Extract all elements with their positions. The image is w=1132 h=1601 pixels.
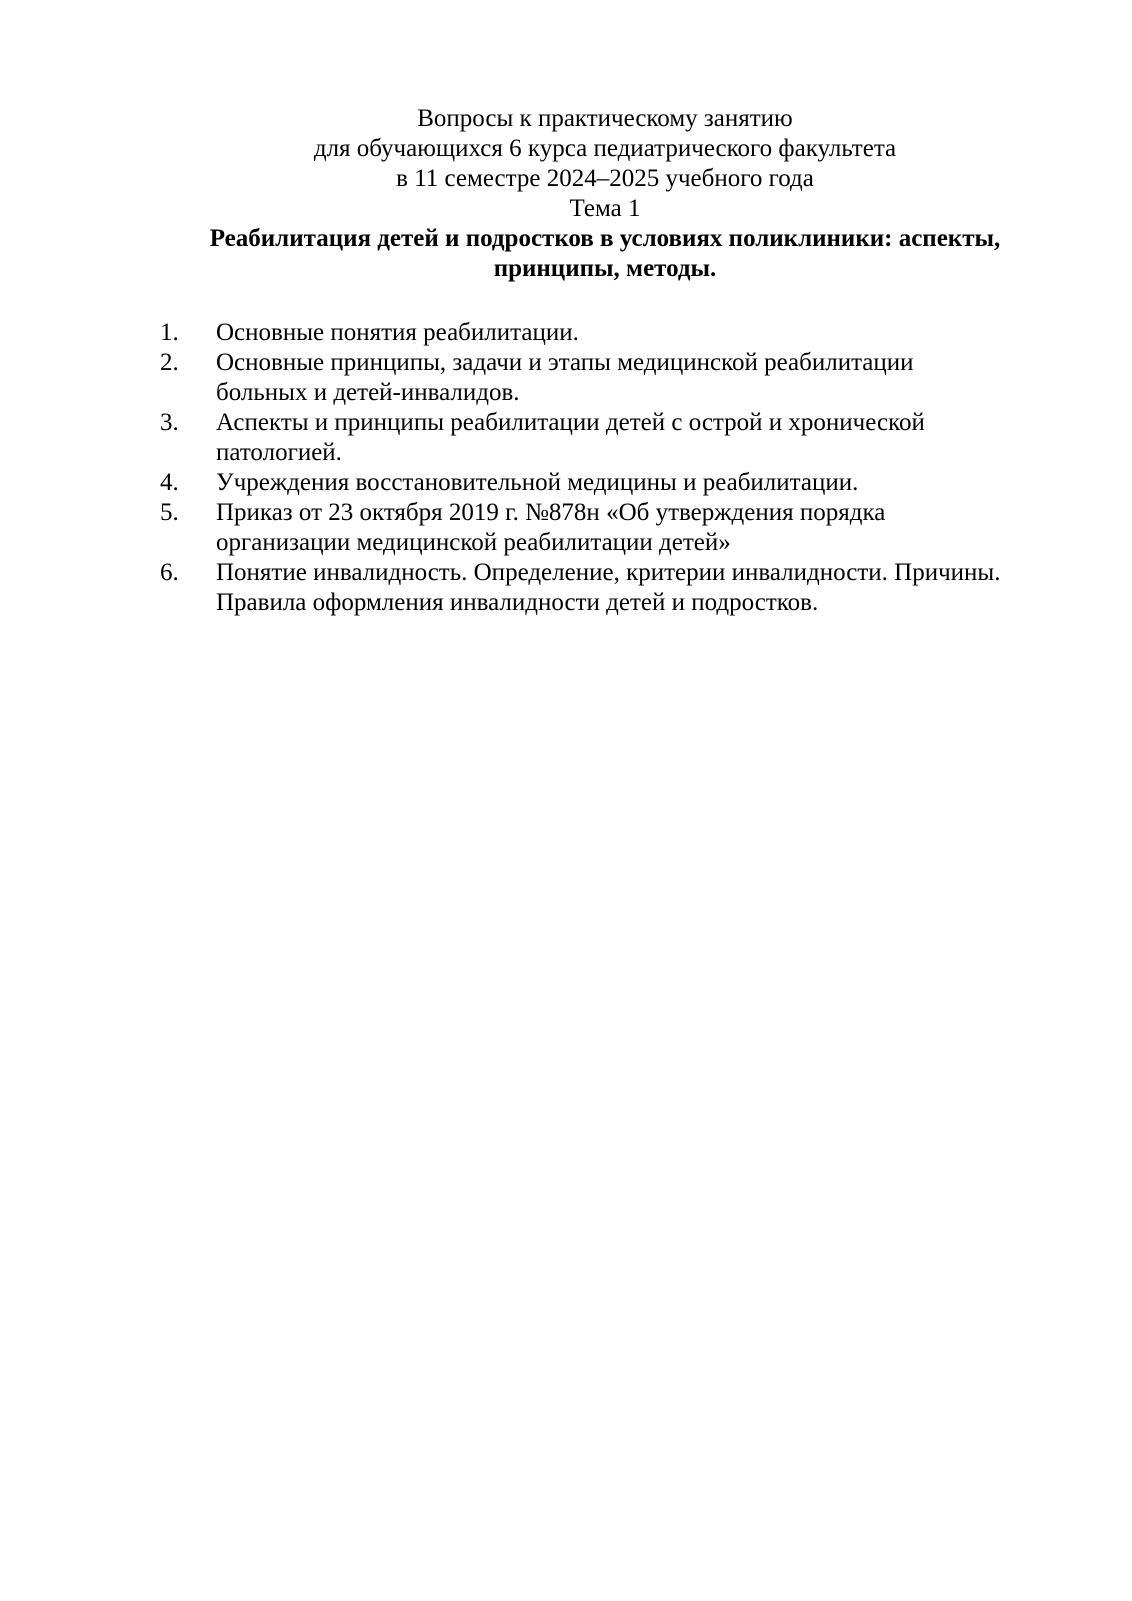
question-text: Основные принципы, задачи и этапы медицинской реабилитации больных и детей-инвалидов. — [216, 349, 914, 406]
header-line-1: Вопросы к практическому занятию — [417, 105, 793, 132]
question-item — [160, 558, 1060, 618]
question-text: Понятие инвалидность. Определение, критерии инвалидности. Причины. Правила оформления инвалидности детей и подростков. — [216, 559, 1001, 616]
topic-label: Тема 1 — [569, 195, 641, 222]
question-item — [160, 468, 1060, 498]
question-text: Приказ от 23 октября 2019 г. №878н «Об утверждения порядка организации медицинской реабилитации детей» — [216, 499, 886, 556]
question-text: Учреждения восстановительной медицины и реабилитации. — [216, 469, 859, 496]
question-number: 1. — [160, 319, 179, 346]
question-number: 4. — [160, 469, 179, 496]
question-item — [160, 348, 1060, 408]
header-line-2: для обучающихся 6 курса педиатрического факультета — [313, 135, 897, 162]
question-item — [160, 498, 1060, 558]
topic-title: Реабилитация детей и подростков в условиях поликлиники: аспекты, принципы, методы. — [209, 225, 1001, 282]
question-number: 3. — [160, 409, 179, 436]
question-text: Основные понятия реабилитации. — [216, 319, 579, 346]
questions-list — [160, 318, 1060, 618]
question-text: Аспекты и принципы реабилитации детей с острой и хронической патологией. — [216, 409, 925, 466]
header-line-3: в 11 семестре 2024–2025 учебного года — [396, 165, 814, 192]
question-item — [160, 408, 1060, 468]
question-item — [160, 318, 1060, 348]
question-number: 6. — [160, 559, 179, 586]
question-number: 5. — [160, 499, 179, 526]
document-header — [160, 104, 1050, 284]
question-number: 2. — [160, 349, 179, 376]
